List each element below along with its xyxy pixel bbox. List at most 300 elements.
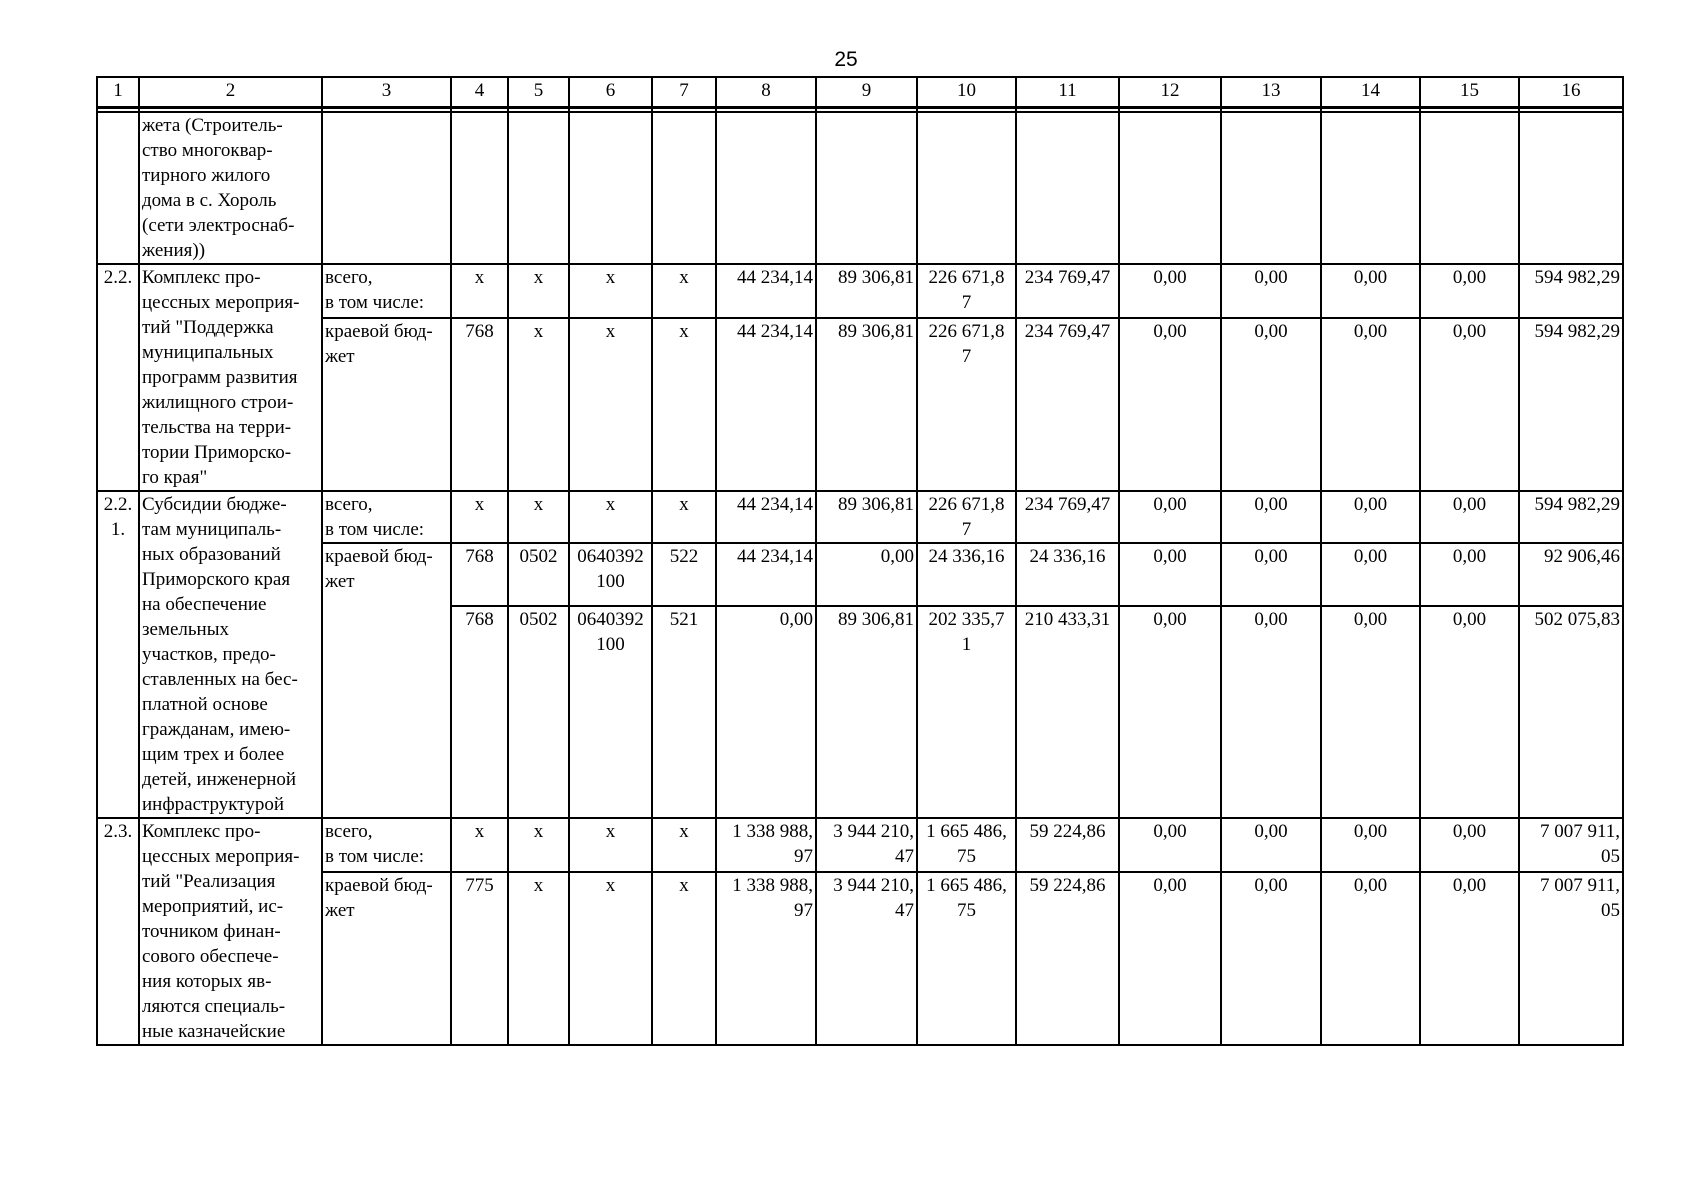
column-header: 15 <box>1420 77 1519 108</box>
cell-text-line: точником финан- <box>142 921 281 942</box>
code-cell <box>652 872 716 1045</box>
cell-text-line: тий "Реализация <box>142 871 276 892</box>
amount-cell <box>1519 543 1623 606</box>
empty-cell <box>1119 112 1221 264</box>
cell-text-line: 7 <box>961 519 972 540</box>
cell-text-line: го края" <box>142 467 208 488</box>
cell-text-line: 768 <box>465 609 494 630</box>
funding-source-cell <box>322 872 451 1045</box>
cell-text-line: ные казначейские <box>142 1021 286 1042</box>
cell-text-line: цессных мероприя- <box>142 846 300 867</box>
amount-cell <box>1119 264 1221 318</box>
cell-text-line: 0,00 <box>1153 494 1187 515</box>
amount-cell <box>816 264 917 318</box>
cell-text-line: на обеспечение <box>142 594 267 615</box>
column-header: 7 <box>652 77 716 108</box>
cell-text-line: 0,00 <box>1452 320 1487 342</box>
empty-cell <box>917 112 1016 264</box>
cell-text-line: 522 <box>669 546 699 567</box>
cell-text-line: дома в с. Хороль <box>142 190 277 211</box>
cell-text-line: x <box>679 875 689 897</box>
cell-text-line: 234 769,47 <box>1024 320 1111 342</box>
amount-cell <box>716 872 816 1045</box>
column-header: 1 <box>97 77 139 108</box>
item-number-cell <box>97 491 139 818</box>
empty-cell <box>1221 112 1321 264</box>
empty-cell <box>451 112 508 264</box>
cell-text-line: 768 <box>465 320 494 342</box>
amount-cell <box>1016 872 1119 1045</box>
amount-cell <box>1519 818 1623 872</box>
code-cell <box>652 264 716 318</box>
cell-text-line: 0,00 <box>779 609 813 630</box>
cell-text-line: 47 <box>895 900 914 922</box>
amount-cell <box>1321 543 1420 606</box>
code-cell <box>569 606 652 818</box>
amount-cell <box>1119 318 1221 491</box>
column-header: 2 <box>139 77 322 108</box>
cell-text-line: краевой бюд- <box>325 320 433 342</box>
cell-text-line: 0502 <box>519 546 558 567</box>
item-number-cell <box>97 818 139 1045</box>
cell-text-line: 0,00 <box>1353 821 1388 842</box>
cell-text-line: инфраструктурой <box>142 794 284 815</box>
code-cell <box>451 491 508 543</box>
cell-text-line: гражданам, имею- <box>142 719 291 740</box>
cell-text-line: 0,00 <box>1353 546 1388 567</box>
cell-text-line: 75 <box>957 900 976 922</box>
amount-cell <box>816 872 917 1045</box>
cell-text-line: 0640392 <box>577 546 644 567</box>
carry-over-row <box>97 112 1623 264</box>
code-cell <box>451 606 508 818</box>
code-cell <box>451 818 508 872</box>
item-name-cell <box>139 818 322 1045</box>
item-name-cell <box>139 491 322 818</box>
column-header: 5 <box>508 77 569 108</box>
cell-text-line: 0,00 <box>1254 320 1288 342</box>
code-cell <box>508 491 569 543</box>
column-header: 16 <box>1519 77 1623 108</box>
table-row <box>97 318 1623 491</box>
cell-text-line: 768 <box>465 546 494 567</box>
empty-cell <box>1321 112 1420 264</box>
cell-text-line: x <box>533 267 544 288</box>
column-header: 10 <box>917 77 1016 108</box>
column-header: 9 <box>816 77 917 108</box>
cell-text-line: 1 <box>961 634 972 655</box>
amount-cell <box>1016 818 1119 872</box>
cell-text-line: 1 338 988, <box>732 875 813 897</box>
item-number-cell <box>97 264 139 491</box>
cell-text-line: Приморского края <box>142 569 291 590</box>
column-header: 4 <box>451 77 508 108</box>
amount-cell <box>1420 818 1519 872</box>
empty-cell <box>1016 112 1119 264</box>
cell-text-line: в том числе: <box>325 292 425 313</box>
amount-cell <box>1119 872 1221 1045</box>
cell-text-line: 05 <box>1601 846 1620 867</box>
cell-text-line: 0502 <box>519 609 558 630</box>
cell-text-line: тельства на терри- <box>142 417 292 438</box>
cell-text-line: 7 007 911, <box>1539 875 1620 897</box>
cell-text-line: x <box>605 821 616 842</box>
column-header: 12 <box>1119 77 1221 108</box>
column-header: 3 <box>322 77 451 108</box>
cell-text-line: 97 <box>794 846 813 867</box>
cell-text-line: там муниципаль- <box>142 519 282 540</box>
cell-text-line: сового обеспече- <box>142 946 279 967</box>
cell-text-line: Комплекс про- <box>142 267 261 288</box>
amount-cell <box>1016 606 1119 818</box>
cell-text-line: x <box>605 320 616 342</box>
cell-text-line: 0,00 <box>1452 609 1487 630</box>
cell-text-line: 0,00 <box>1254 494 1288 515</box>
cell-text-line: 1 665 486, <box>926 875 1007 897</box>
cell-text-line: 47 <box>895 846 914 867</box>
cell-text-line: 0,00 <box>1254 609 1288 630</box>
cell-text-line: 0,00 <box>880 546 914 567</box>
funding-source-cell <box>322 264 451 318</box>
amount-cell <box>1221 818 1321 872</box>
code-cell <box>451 264 508 318</box>
amount-cell <box>1016 543 1119 606</box>
amount-cell <box>917 818 1016 872</box>
amount-cell <box>1119 606 1221 818</box>
amount-cell <box>1119 491 1221 543</box>
column-header: 14 <box>1321 77 1420 108</box>
cell-text-line: ство многоквар- <box>142 140 273 161</box>
cell-text-line: 234 769,47 <box>1024 494 1111 515</box>
cell-text-line: Комплекс про- <box>142 821 261 842</box>
code-cell <box>569 818 652 872</box>
cell-text-line: 0,00 <box>1153 546 1187 567</box>
empty-cell <box>816 112 917 264</box>
cell-text-line: 0,00 <box>1452 875 1487 897</box>
cell-text-line: 0,00 <box>1452 267 1487 288</box>
cell-text-line: 0,00 <box>1353 609 1388 630</box>
cell-text-line: участков, предо- <box>142 644 276 665</box>
cell-text-line: 0,00 <box>1153 875 1187 897</box>
amount-cell <box>1420 491 1519 543</box>
cell-text-line: 44 234,14 <box>737 546 813 567</box>
amount-cell <box>1221 264 1321 318</box>
cell-text-line: 100 <box>596 571 625 592</box>
cell-text-line: 521 <box>669 609 699 630</box>
cell-text-line: 0,00 <box>1254 875 1288 897</box>
cell-text-line: 0,00 <box>1254 546 1288 567</box>
empty-cell <box>569 112 652 264</box>
cell-text-line: x <box>605 875 616 897</box>
amount-cell <box>1519 606 1623 818</box>
amount-cell <box>1420 872 1519 1045</box>
code-cell <box>652 491 716 543</box>
column-header-row <box>97 77 1623 108</box>
amount-cell <box>1119 543 1221 606</box>
amount-cell <box>1016 318 1119 491</box>
cell-text-line: жет <box>325 571 355 592</box>
cell-text-line: x <box>474 267 485 288</box>
cell-text-line: 100 <box>596 634 625 655</box>
cell-text-line: тории Приморско- <box>142 442 292 463</box>
cell-text-line: x <box>533 494 544 515</box>
amount-cell <box>1321 606 1420 818</box>
cell-text-line: x <box>605 494 616 515</box>
funding-source-cell <box>322 543 451 818</box>
cell-text-line: 594 982,29 <box>1534 320 1620 342</box>
table-row <box>97 872 1623 1045</box>
cell-text-line: x <box>474 494 485 515</box>
code-cell <box>569 872 652 1045</box>
amount-cell <box>716 318 816 491</box>
cell-text-line: ния которых яв- <box>142 971 272 992</box>
amount-cell <box>917 872 1016 1045</box>
cell-text-line: x <box>533 821 544 842</box>
cell-text-line: 59 224,86 <box>1029 821 1106 842</box>
amount-cell <box>1519 491 1623 543</box>
cell-text-line: 7 <box>961 292 972 313</box>
amount-cell <box>716 606 816 818</box>
cell-text-line: 3 944 210, <box>833 875 914 897</box>
cell-text-line: 0,00 <box>1254 267 1288 288</box>
cell-text-line: 89 306,81 <box>838 494 914 515</box>
cell-text-line: 0,00 <box>1353 267 1388 288</box>
code-cell <box>508 318 569 491</box>
amount-cell <box>917 318 1016 491</box>
cell-text-line: x <box>679 320 689 342</box>
column-header: 13 <box>1221 77 1321 108</box>
table-row <box>97 818 1623 872</box>
code-cell <box>508 872 569 1045</box>
cell-text-line: 44 234,14 <box>737 267 813 288</box>
cell-text-line: 92 906,46 <box>1544 546 1620 567</box>
amount-cell <box>1321 318 1420 491</box>
code-cell <box>569 318 652 491</box>
cell-text-line: всего, <box>325 494 373 515</box>
cell-text-line: 226 671,8 <box>928 267 1005 288</box>
cell-text-line: 226 671,8 <box>928 320 1005 342</box>
cell-text-line: 775 <box>465 875 494 897</box>
amount-cell <box>1321 818 1420 872</box>
cell-text-line: щим трех и более <box>142 744 285 765</box>
cell-text-line: детей, инженерной <box>142 769 297 790</box>
page-number: 25 <box>834 48 858 71</box>
amount-cell <box>816 543 917 606</box>
amount-cell <box>1321 491 1420 543</box>
cell-text-line: 2.2. <box>103 494 133 515</box>
cell-text-line: программ развития <box>142 367 298 388</box>
amount-cell <box>1221 543 1321 606</box>
amount-cell <box>1321 264 1420 318</box>
amount-cell <box>917 606 1016 818</box>
cell-text-line: в том числе: <box>325 519 425 540</box>
cell-text-line: ных образований <box>142 544 281 565</box>
code-cell <box>652 606 716 818</box>
cell-text-line: жета (Строитель- <box>142 115 283 136</box>
cell-text-line: 44 234,14 <box>737 494 813 515</box>
cell-text-line: 59 224,86 <box>1029 875 1106 897</box>
cell-text-line: 2.3. <box>103 821 133 842</box>
cell-text-line: x <box>679 267 689 288</box>
amount-cell <box>816 318 917 491</box>
code-cell <box>508 606 569 818</box>
cell-text-line: жет <box>325 345 355 367</box>
cell-text-line: в том числе: <box>325 846 425 867</box>
cell-text-line: 594 982,29 <box>1534 494 1620 515</box>
cell-text-line: 0,00 <box>1153 320 1187 342</box>
amount-cell <box>1221 318 1321 491</box>
amount-cell <box>716 818 816 872</box>
cell-text-line: 44 234,14 <box>737 320 813 342</box>
funding-source-cell <box>322 491 451 543</box>
cell-text-line: 3 944 210, <box>833 821 914 842</box>
empty-cell <box>652 112 716 264</box>
cell-text-line: 0,00 <box>1353 494 1388 515</box>
amount-cell <box>1519 318 1623 491</box>
cell-text-line: 2.2. <box>103 267 133 288</box>
amount-cell <box>1420 318 1519 491</box>
cell-text-line: муниципальных <box>142 342 274 363</box>
cell-text-line: Субсидии бюдже- <box>142 494 287 515</box>
amount-cell <box>917 491 1016 543</box>
amount-cell <box>1519 264 1623 318</box>
cell-text-line: всего, <box>325 267 373 288</box>
item-number-cell <box>97 112 139 264</box>
amount-cell <box>1420 543 1519 606</box>
empty-cell <box>716 112 816 264</box>
cell-text-line: 226 671,8 <box>928 494 1005 515</box>
cell-text-line: 0,00 <box>1353 875 1388 897</box>
cell-text-line: 1 665 486, <box>926 821 1007 842</box>
amount-cell <box>716 491 816 543</box>
amount-cell <box>1420 606 1519 818</box>
amount-cell <box>716 264 816 318</box>
column-header: 8 <box>716 77 816 108</box>
cell-text-line: 0,00 <box>1452 821 1487 842</box>
cell-text-line: x <box>605 267 616 288</box>
amount-cell <box>1221 491 1321 543</box>
amount-cell <box>1119 818 1221 872</box>
code-cell <box>451 543 508 606</box>
code-cell <box>569 264 652 318</box>
cell-text-line: 0,00 <box>1254 821 1288 842</box>
cell-text-line: 7 <box>961 345 972 367</box>
amount-cell <box>816 818 917 872</box>
amount-cell <box>1321 872 1420 1045</box>
amount-cell <box>917 543 1016 606</box>
cell-text-line: 234 769,47 <box>1024 267 1111 288</box>
amount-cell <box>1221 606 1321 818</box>
cell-text-line: земельных <box>142 619 229 640</box>
empty-cell <box>322 112 451 264</box>
code-cell <box>508 264 569 318</box>
cell-text-line: 0,00 <box>1452 494 1487 515</box>
cell-text-line: 0,00 <box>1353 320 1388 342</box>
table-row <box>97 491 1623 543</box>
amount-cell <box>716 543 816 606</box>
empty-cell <box>508 112 569 264</box>
cell-text-line: мероприятий, ис- <box>142 896 284 917</box>
cell-text-line: 97 <box>794 900 813 922</box>
funding-source-cell <box>322 318 451 491</box>
cell-text-line: 1. <box>110 519 126 540</box>
cell-text-line: платной основе <box>142 694 268 715</box>
table-row <box>97 264 1623 318</box>
cell-text-line: 0,00 <box>1153 609 1187 630</box>
empty-cell <box>1519 112 1623 264</box>
cell-text-line: 89 306,81 <box>838 609 914 630</box>
cell-text-line: 0,00 <box>1153 267 1187 288</box>
cell-text-line: 24 336,16 <box>928 546 1005 567</box>
cell-text-line: жилищного строи- <box>142 392 294 413</box>
code-cell <box>508 818 569 872</box>
empty-cell <box>1420 112 1519 264</box>
item-name-cell <box>139 264 322 491</box>
code-cell <box>652 818 716 872</box>
amount-cell <box>1420 264 1519 318</box>
cell-text-line: 594 982,29 <box>1534 267 1620 288</box>
cell-text-line: 89 306,81 <box>838 267 914 288</box>
cell-text-line: тий "Поддержка <box>142 317 274 338</box>
code-cell <box>508 543 569 606</box>
cell-text-line: 0,00 <box>1153 821 1187 842</box>
cell-text-line: краевой бюд- <box>325 875 433 897</box>
cell-text-line: ляются специаль- <box>142 996 286 1017</box>
cell-text-line: 24 336,16 <box>1029 546 1106 567</box>
column-header: 11 <box>1016 77 1119 108</box>
cell-text-line: x <box>679 821 689 842</box>
cell-text-line: ставленных на бес- <box>142 669 298 690</box>
cell-text-line: всего, <box>325 821 373 842</box>
budget-table <box>96 76 1624 1046</box>
cell-text-line: краевой бюд- <box>325 546 433 567</box>
column-header: 6 <box>569 77 652 108</box>
cell-text-line: 89 306,81 <box>838 320 914 342</box>
table-row <box>97 543 1623 606</box>
cell-text-line: тирного жилого <box>142 165 271 186</box>
amount-cell <box>917 264 1016 318</box>
cell-text-line: жения)) <box>142 240 206 261</box>
code-cell <box>569 491 652 543</box>
cell-text-line: 1 338 988, <box>732 821 813 842</box>
cell-text-line: (сети электроснаб- <box>142 215 295 236</box>
cell-text-line: 75 <box>957 846 976 867</box>
cell-text-line: 0640392 <box>577 609 644 630</box>
cell-text-line: x <box>474 821 485 842</box>
amount-cell <box>1016 264 1119 318</box>
cell-text-line: 210 433,31 <box>1024 609 1111 630</box>
code-cell <box>652 543 716 606</box>
amount-cell <box>1221 872 1321 1045</box>
code-cell <box>652 318 716 491</box>
code-cell <box>451 872 508 1045</box>
funding-source-cell <box>322 818 451 872</box>
cell-text-line: 502 075,83 <box>1534 609 1620 630</box>
cell-text-line: 7 007 911, <box>1539 821 1620 842</box>
code-cell <box>451 318 508 491</box>
cell-text-line: x <box>533 875 544 897</box>
item-name-cell <box>139 112 322 264</box>
cell-text-line: 202 335,7 <box>928 609 1005 630</box>
cell-text-line: 0,00 <box>1452 546 1487 567</box>
cell-text-line: x <box>533 320 544 342</box>
cell-text-line: x <box>679 494 689 515</box>
code-cell <box>569 543 652 606</box>
cell-text-line: жет <box>325 900 355 922</box>
amount-cell <box>1016 491 1119 543</box>
amount-cell <box>816 491 917 543</box>
amount-cell <box>1519 872 1623 1045</box>
